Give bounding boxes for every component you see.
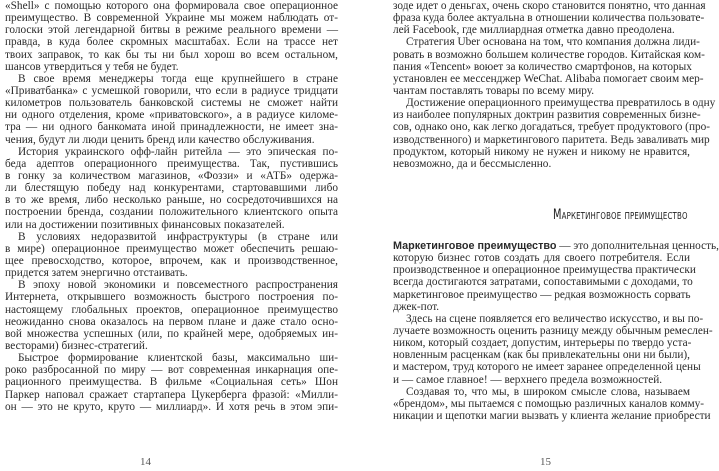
text-line: щее превосходство, которое, впрочем, как и производственное, (5, 254, 338, 267)
paragraph (5, 0, 338, 73)
paragraph (5, 279, 338, 352)
definition-term: Маркетинговое преимущество (393, 240, 557, 252)
paragraph (5, 146, 338, 231)
text-line: в мире) операционное преимущество может обеспечить решаю- (5, 242, 338, 255)
text-line: Стратегия Uber основана на том, что компания должна лиди- (406, 36, 700, 49)
text-line: невозможно, да и бессмысленно. (393, 157, 552, 170)
text-line: В условиях недоразвитой инфраструктуры (в стране или (18, 230, 338, 243)
text-line: преимущество. В современной Украине мы можем наблюдать от- (5, 12, 338, 25)
text-line: ровать в возможно большем количестве городов. Китайская ком- (393, 48, 705, 61)
text-line: и — самое главное! — верхнего предела возможностей. (393, 373, 663, 386)
definition-text: — это дополнительная ценность, (556, 240, 719, 252)
text-line: рационного преимущества. В фильме «Социальная сеть» Шон (5, 376, 338, 389)
text-line: из наиболее популярных доктрин развития современных бизне- (393, 109, 701, 122)
text-line: История украинского офф-лайн ритейла — это эпическая по- (18, 145, 338, 158)
text-line: беда адептов операционного преимущества. Так, пустившись (5, 157, 338, 170)
text-line: голоски этой легендарной битвы в режиме реального времени — (5, 24, 338, 37)
paragraph (5, 231, 338, 280)
text-line: роко разбросанной по миру — вот современная инкарнация опе- (5, 364, 338, 377)
text-line: фраза куда более актуальна в отношении количества пользовате- (393, 12, 705, 25)
paragraph (393, 0, 706, 37)
paragraph (393, 36, 705, 97)
paragraph (5, 73, 338, 146)
text-line: неожиданно снова оказалось на первом плане и даже стало осно- (5, 315, 338, 328)
page-number-left: 14 (140, 456, 151, 468)
text-line: построении бренда, создании положительного клиентского опыта (5, 206, 338, 219)
text-line: твоих заправок, то как бы ты ни был хорош во всем остальном, (5, 48, 338, 61)
text-line: чантам поставлять товары по всему миру. (393, 84, 595, 97)
text-line: в гонку за количеством магазинов, «Фоззи» и «АТБ» одержа- (5, 169, 338, 182)
text-line: Создавая то, что мы, в широком смысле слова, называем (406, 385, 690, 398)
text-line: «Shell» с помощью которого она формировала свое операционное (5, 0, 338, 12)
text-line: ни одного отделения, кроме «приватовского», а в радиусе киломе- (5, 109, 338, 122)
text-line: производственное и операционное преимущества практически (393, 264, 696, 277)
paragraph (393, 385, 711, 422)
text-line: «брендом», мы пытаемся с помощью различных каналов комму- (393, 397, 705, 410)
text-line: весторами) бизнес-стратегий. (5, 339, 148, 352)
text-line: всегда достигаются затратами, сопоставимыми с доходами, то (393, 276, 693, 289)
text-line: шансов утвердиться у тебя не будет. (5, 60, 179, 73)
text-line: зоде идет о деньгах, очень скоро становится понятно, что данная (393, 0, 706, 12)
text-line: сов, однако оно, как легко догадаться, требует продуктового (про- (393, 121, 711, 134)
text-line: установлен ее мессенджер WeChat. Alibaba помогает своим мер- (393, 72, 704, 85)
text-line: которую бизнес готов создать для своего потребителя. Если (393, 252, 690, 265)
text-line: тра — ни одного банкомата иной принадлежности, не имеет зна- (5, 121, 338, 134)
text-line: лей Facebook, где миллиардная отметка давно преодолена. (393, 24, 675, 37)
paragraph (5, 352, 338, 413)
text-line: правда, в куда более скромных масштабах. Если на трассе нет (5, 36, 338, 49)
text-line: джек-пот. (393, 300, 440, 313)
text-line: пания «Tencent» воюет за количество смартфонов, на которых (393, 60, 692, 73)
text-line: настоящему глобальных проектов, операционное преимущество (5, 303, 338, 316)
text-line: маркетинговое преимущество — редкая возможность сорвать (393, 288, 691, 301)
paragraph (393, 312, 713, 386)
section-heading: Маркетинговое преимущество (553, 207, 688, 223)
text-line: В эпоху новой экономики и повсеместного распространения (18, 279, 338, 292)
text-line: он — это не круто, круто — миллиард». И хотя речь в этом эпи- (5, 400, 338, 413)
text-line: «Приватбанка» с усмешкой говорили, что если в радиусе тридцати (5, 84, 338, 97)
text-line: вой множества успешных (или, по крайней мере, одобряемых ин- (5, 327, 338, 340)
text-line: в то же время, либо несколько раньше, но сосредоточившихся на (5, 194, 338, 207)
paragraph (393, 240, 719, 313)
text-line: новленным расценкам (как бы привлекательны они ни были), (393, 349, 690, 362)
text-line: изводственного) и маркетингового паритета. Ведь заваливать мир (393, 133, 710, 146)
text-line: Достижение операционного преимущества превратилось в одну (406, 97, 716, 110)
text-line: В свое время менеджеры тогда еще крупнейшего в стране (18, 72, 338, 85)
text-line: никации и щепотки магии вызвать у клиента желание приобрести (393, 409, 711, 422)
text-line: ником, который создает, допустим, интерьеры по твердо уста- (393, 337, 692, 350)
text-line (393, 240, 719, 252)
text-line: ли блестящую победу над конкурентами, стартовавшими либо (5, 182, 338, 195)
text-line: километров пользователь банковской системы не сможет найти (5, 97, 338, 110)
text-line: Быстрое формирование клиентской базы, максимально ши- (18, 352, 338, 365)
paragraph (393, 97, 716, 170)
text-line: придется затем энергично отстаивать. (5, 267, 188, 280)
text-line: продуктом, который никому не нужен и никому не нравится, (393, 145, 690, 158)
text-line: или на достижении позитивных финансовых показателей. (5, 218, 285, 231)
text-line: лучаете возможность оценить разницу между обычным ремеслен- (393, 324, 713, 337)
text-line: Здесь на сцене появляется его величество искусство, и вы по- (406, 312, 704, 325)
text-line: Паркер наповал сражает стартапера Цукерберга фразой: «Милли- (5, 388, 338, 401)
text-line: чения, будут ли люди ценить бренд или качество обслуживания. (5, 133, 315, 146)
text-line: и мастером, труд которого не имеет заранее определенной цены (393, 361, 701, 374)
text-line: Интернета, открывшего возможность быстрого построения по- (5, 291, 338, 304)
page-number-right: 15 (540, 456, 551, 468)
